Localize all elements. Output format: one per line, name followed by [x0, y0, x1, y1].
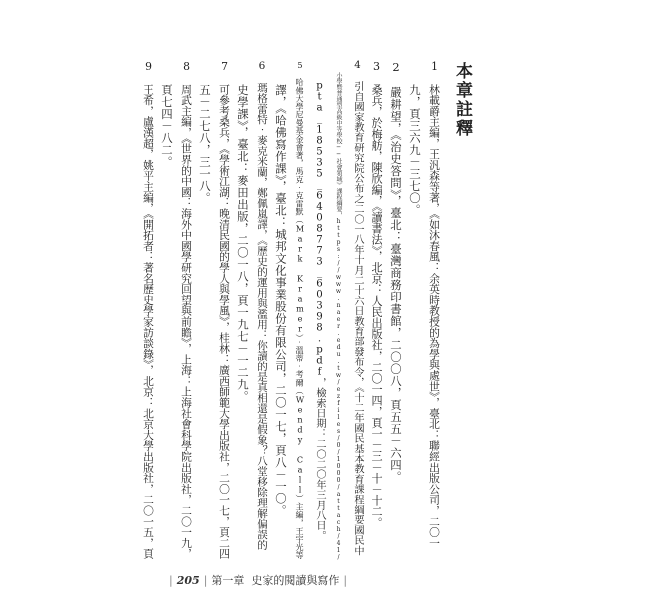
note-column: 8 周武主編，《世界的中國：海外中國學研究回望與前瞻》，上海：上海社會科學院出版社，二〇一九， [180, 60, 193, 559]
note-column: 2 嚴耕望，《治史答問》，臺北：臺灣商務印書館，二〇〇八，頁五五－六四。 [389, 60, 403, 484]
note-column: 頁七四－八二。 [160, 60, 174, 168]
section-heading: 本章註釋 [452, 62, 472, 138]
chapter-label: 第一章 [211, 574, 245, 587]
note-column: 小學暨普通型高級中等學校──社會領域》課程綱要，https://www.naer.edu.tw/ezfiles/0/1000/attach/41/ [335, 60, 342, 561]
note-column: 7 可參考桑兵，《學術江湖：晚清民國的學人與學風》，桂林：廣西師範大學出版社，二〇一七，頁二四 [218, 60, 231, 559]
note-column: 譯，《哈佛寫作課》，臺北：城邦文化事業股份有限公司，二〇一七，頁八－一〇。 [274, 60, 288, 517]
note-column: 史學課》，臺北：麥田出版，二〇一八，頁一九七－一二九。 [236, 60, 250, 403]
note-column: 5 哈佛大學尼曼基金會著，馬克‧克雷默（Mark Kramer）‧溫蒂‧考爾（Wendy Call）主編，王宇光等 [295, 60, 305, 560]
chapter-title: 史家的閱讀與寫作 [251, 574, 340, 587]
note-column: 1 林載爵主編，王汎森等著，《如沐春風：余英時教授的為學與處世》，臺北：聯經出版公司，二〇一 [428, 60, 441, 549]
note-column: 9 王希，盧漢超，姚平主編，《開拓者：著名歷史學家訪談錄》，北京：北京大學出版社，二〇一五，頁 [142, 60, 155, 559]
footer-divider: | [169, 574, 173, 587]
footer-divider: | [203, 574, 208, 587]
note-column: 五－二七八，三一八。 [198, 60, 212, 204]
page-number: 205 [176, 574, 200, 587]
note-column: 6 瑪格蕾特‧麥克米蘭，鄭佩嵐譯，《歷史的運用與濫用：你讀的是真相還是假象？八堂移除理解偏誤的 [256, 60, 268, 550]
note-column: 4 引自國家教育研究院公布之二〇一八年十月二十六日教育部發布令，《十二年國民基本教育課程綱要國民中 [352, 60, 363, 556]
note-column: 3 桑兵，於梅舫，陳欣編，《讀書法》，北京：人民出版社，二〇一四，頁一－三－十－十二。 [370, 60, 383, 529]
note-column: 九，頁三六九－三七〇。 [408, 60, 422, 216]
footer-divider: | [343, 574, 348, 587]
page-footer [165, 572, 351, 588]
note-column: pta_18535_6408773_60398.pdf，檢索日期：二〇二〇年三月八日。 [314, 60, 325, 541]
